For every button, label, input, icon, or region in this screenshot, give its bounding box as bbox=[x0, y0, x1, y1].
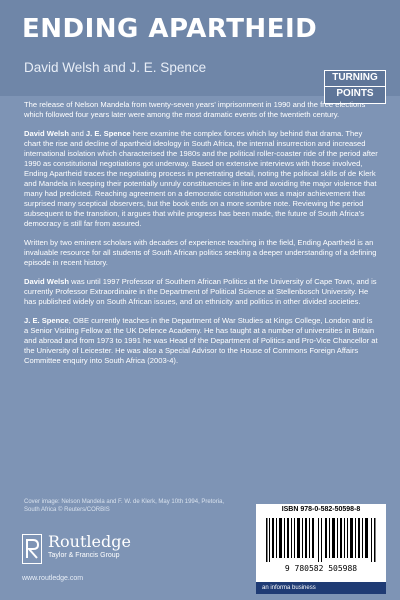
barcode-icon bbox=[266, 518, 378, 562]
informa-tagline: an informa business bbox=[256, 582, 386, 594]
blurb-paragraph-1: The release of Nelson Mandela from twenty-seven years' imprisonment in 1990 and the free elections which followed four years later were among the most dramatic events of the twentieth century. bbox=[24, 100, 366, 119]
book-title: ENDING APARTHEID bbox=[22, 14, 318, 44]
series-line-1: TURNING bbox=[332, 72, 378, 83]
blurb bbox=[24, 100, 378, 375]
book-authors: David Welsh and J. E. Spence bbox=[24, 60, 207, 75]
series-logo bbox=[324, 70, 386, 104]
blurb-paragraph-2-text: here examine the complex forces which lay behind that drama. They chart the rise and decline of apartheid ideology in South Africa, the internal insurrection and increased international isolation which characterised the 1980s and the political roller-coaster ride of the period after 1990 as constitutional negotiations got underway. Based on extensive interviews with those involved, Ending Apartheid traces the negotiating process in penetrating detail, noting the political skills of de Klerk and Mandela in keeping their potentially unruly constituencies in line and avoiding the major violence that many had predicted. Reaching agreement on a democratic constitution was a major achievement that surprised many sceptical observers, but the book ends on a more sombre note. Reviewing the period subsequent to the transition, it argues that while progress has been made, the future of South Africa's democracy is still far from assured. bbox=[24, 129, 378, 228]
publisher-website: www.routledge.com bbox=[22, 575, 84, 582]
bio-spence-text: , OBE currently teaches in the Department of War Studies at Kings College, London and is a Senior Visiting Fellow at the UK Defence Academy. He has taught at a number of universities in Britain and abroad and from 1973 to 1991 he was Head of the Department of Politics and Pro-Vice Chancellor at the University of Leicester. He was also a Special Advisor to the House of Commons Foreign Affairs Committee enquiry into South Africa (2003-4). bbox=[24, 316, 378, 365]
barcode-box bbox=[256, 504, 386, 582]
bio-spence-name: J. E. Spence bbox=[24, 316, 69, 325]
isbn-text: ISBN 978-0-582-50598-8 bbox=[281, 506, 361, 513]
author-name-spence: J. E. Spence bbox=[85, 129, 131, 138]
publisher-block bbox=[22, 530, 212, 580]
blurb-paragraph-2 bbox=[24, 129, 378, 229]
connector-text: and bbox=[69, 129, 86, 138]
author-name-welsh: David Welsh bbox=[24, 129, 70, 138]
bio-welsh-text: was until 1997 Professor of Southern African Politics at the University of Cape Town, and is currently Professor Extraordinaire in the Department of Political Science at Stellenbosch University. He has published widely on South African issues, and on ethnicity and politics in other divided societies. bbox=[24, 277, 377, 306]
series-line-2: POINTS bbox=[336, 88, 374, 99]
blurb-paragraph-3: Written by two eminent scholars with decades of experience teaching in the field, Ending Apartheid is an invaluable resource for all students of South African politics seeking a deeper understanding of a defining episode in recent history. bbox=[24, 238, 377, 267]
bio-welsh-name: David Welsh bbox=[24, 277, 70, 286]
cover-image-credit: Cover image: Nelson Mandela and F. W. de Klerk, May 10th 1994, Pretoria, South Africa © Reuters/CORBIS bbox=[24, 499, 225, 513]
routledge-logo-icon bbox=[22, 534, 42, 564]
bio-welsh bbox=[24, 277, 378, 307]
publisher-group: Taylor & Francis Group bbox=[48, 552, 120, 559]
barcode-number: 9 780582 505988 bbox=[284, 564, 358, 573]
publisher-name: Routledge bbox=[48, 532, 131, 551]
bio-spence bbox=[24, 316, 378, 366]
